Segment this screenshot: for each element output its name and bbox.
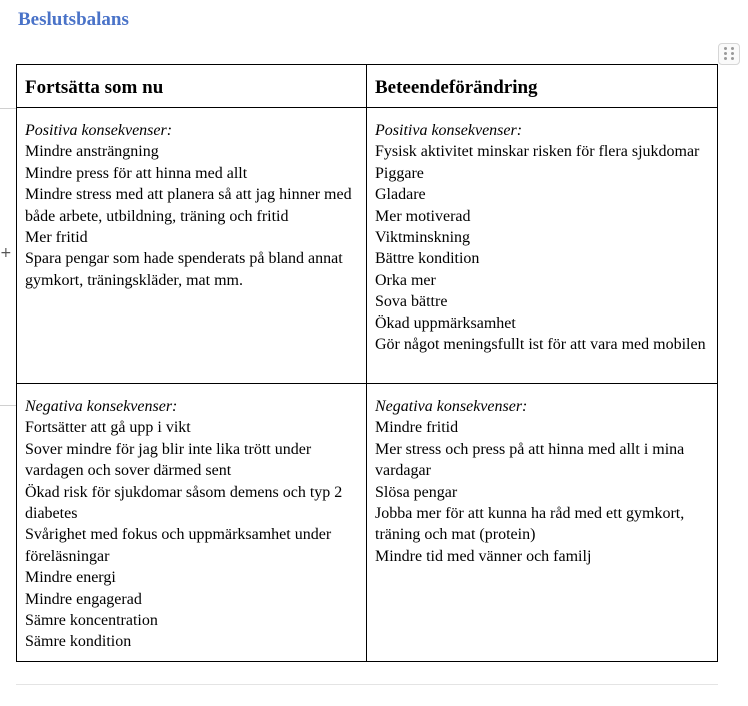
- cell-positive-continue[interactable]: [17, 108, 367, 384]
- list-item: Svårighet med fokus och uppmärksamhet under föreläsningar: [25, 526, 332, 565]
- list-item: Slösa pengar: [375, 483, 458, 501]
- list-item: Ökad uppmärksamhet: [375, 314, 516, 332]
- decision-balance-table: [16, 64, 718, 662]
- list-item: Mindre press för att hinna med allt: [25, 164, 248, 182]
- list-item: Mer motiverad: [375, 207, 471, 225]
- cell-positive-change[interactable]: [367, 108, 718, 384]
- list-item: Piggare: [375, 164, 424, 182]
- list-item: Ökad risk för sjukdomar såsom demens och typ 2 diabetes: [25, 483, 343, 523]
- table-drag-handle-icon[interactable]: [718, 43, 740, 65]
- list-item: Mindre tid med vänner och familj: [375, 547, 592, 565]
- list-item: Viktminskning: [375, 229, 471, 247]
- negative-row: [17, 384, 718, 662]
- cell-label: Positiva konsekvenser:: [25, 122, 173, 139]
- list-item: Mindre energi: [25, 569, 116, 587]
- list-item: Fortsätter att gå upp i vikt: [25, 419, 191, 437]
- page-divider: [16, 684, 718, 685]
- cell-label: Negativa konsekvenser:: [375, 398, 528, 415]
- list-item: Mindre ansträngning: [25, 143, 159, 161]
- cell-negative-continue[interactable]: [17, 384, 367, 662]
- list-item: Sova bättre: [375, 293, 448, 311]
- list-item: Mer fritid: [25, 229, 88, 247]
- cell-label: Negativa konsekvenser:: [25, 398, 178, 415]
- row-boundary-marker: [0, 108, 16, 109]
- table-header-row: [17, 65, 718, 108]
- list-item: Sämre kondition: [25, 633, 132, 651]
- list-item: Mer stress och press på att hinna med allt i mina vardagar: [375, 440, 685, 480]
- positive-row: [17, 108, 718, 384]
- list-item: Spara pengar som hade spenderats på bland annat gymkort, träningskläder, mat mm.: [25, 250, 343, 289]
- list-item: Gör något meningsfullt ist för att vara med mobilen: [375, 336, 706, 354]
- list-item: Sämre koncentration: [25, 612, 158, 630]
- list-item: Mindre engagerad: [25, 590, 142, 608]
- list-item: Orka mer: [375, 271, 436, 289]
- header-continue: Fortsätta som nu: [17, 65, 367, 108]
- cell-label: Positiva konsekvenser:: [375, 122, 523, 139]
- header-change: Beteendeförändring: [367, 65, 718, 108]
- row-boundary-marker: [0, 405, 16, 406]
- list-item: Gladare: [375, 186, 426, 204]
- list-item: Mindre fritid: [375, 419, 459, 437]
- insert-row-icon[interactable]: +: [0, 245, 12, 261]
- list-item: Mindre stress med att planera så att jag hinner med både arbete, utbildning, träning och fritid: [25, 186, 352, 225]
- list-item: Bättre kondition: [375, 250, 480, 268]
- cell-negative-change[interactable]: [367, 384, 718, 662]
- document-heading: Beslutsbalans: [18, 9, 129, 30]
- list-item: Jobba mer för att kunna ha råd med ett gymkort, träning och mat (protein): [375, 505, 685, 544]
- list-item: Fysisk aktivitet minskar risken för flera sjukdomar: [375, 143, 700, 161]
- list-item: Sover mindre för jag blir inte lika trött under vardagen och sover därmed sent: [25, 440, 312, 480]
